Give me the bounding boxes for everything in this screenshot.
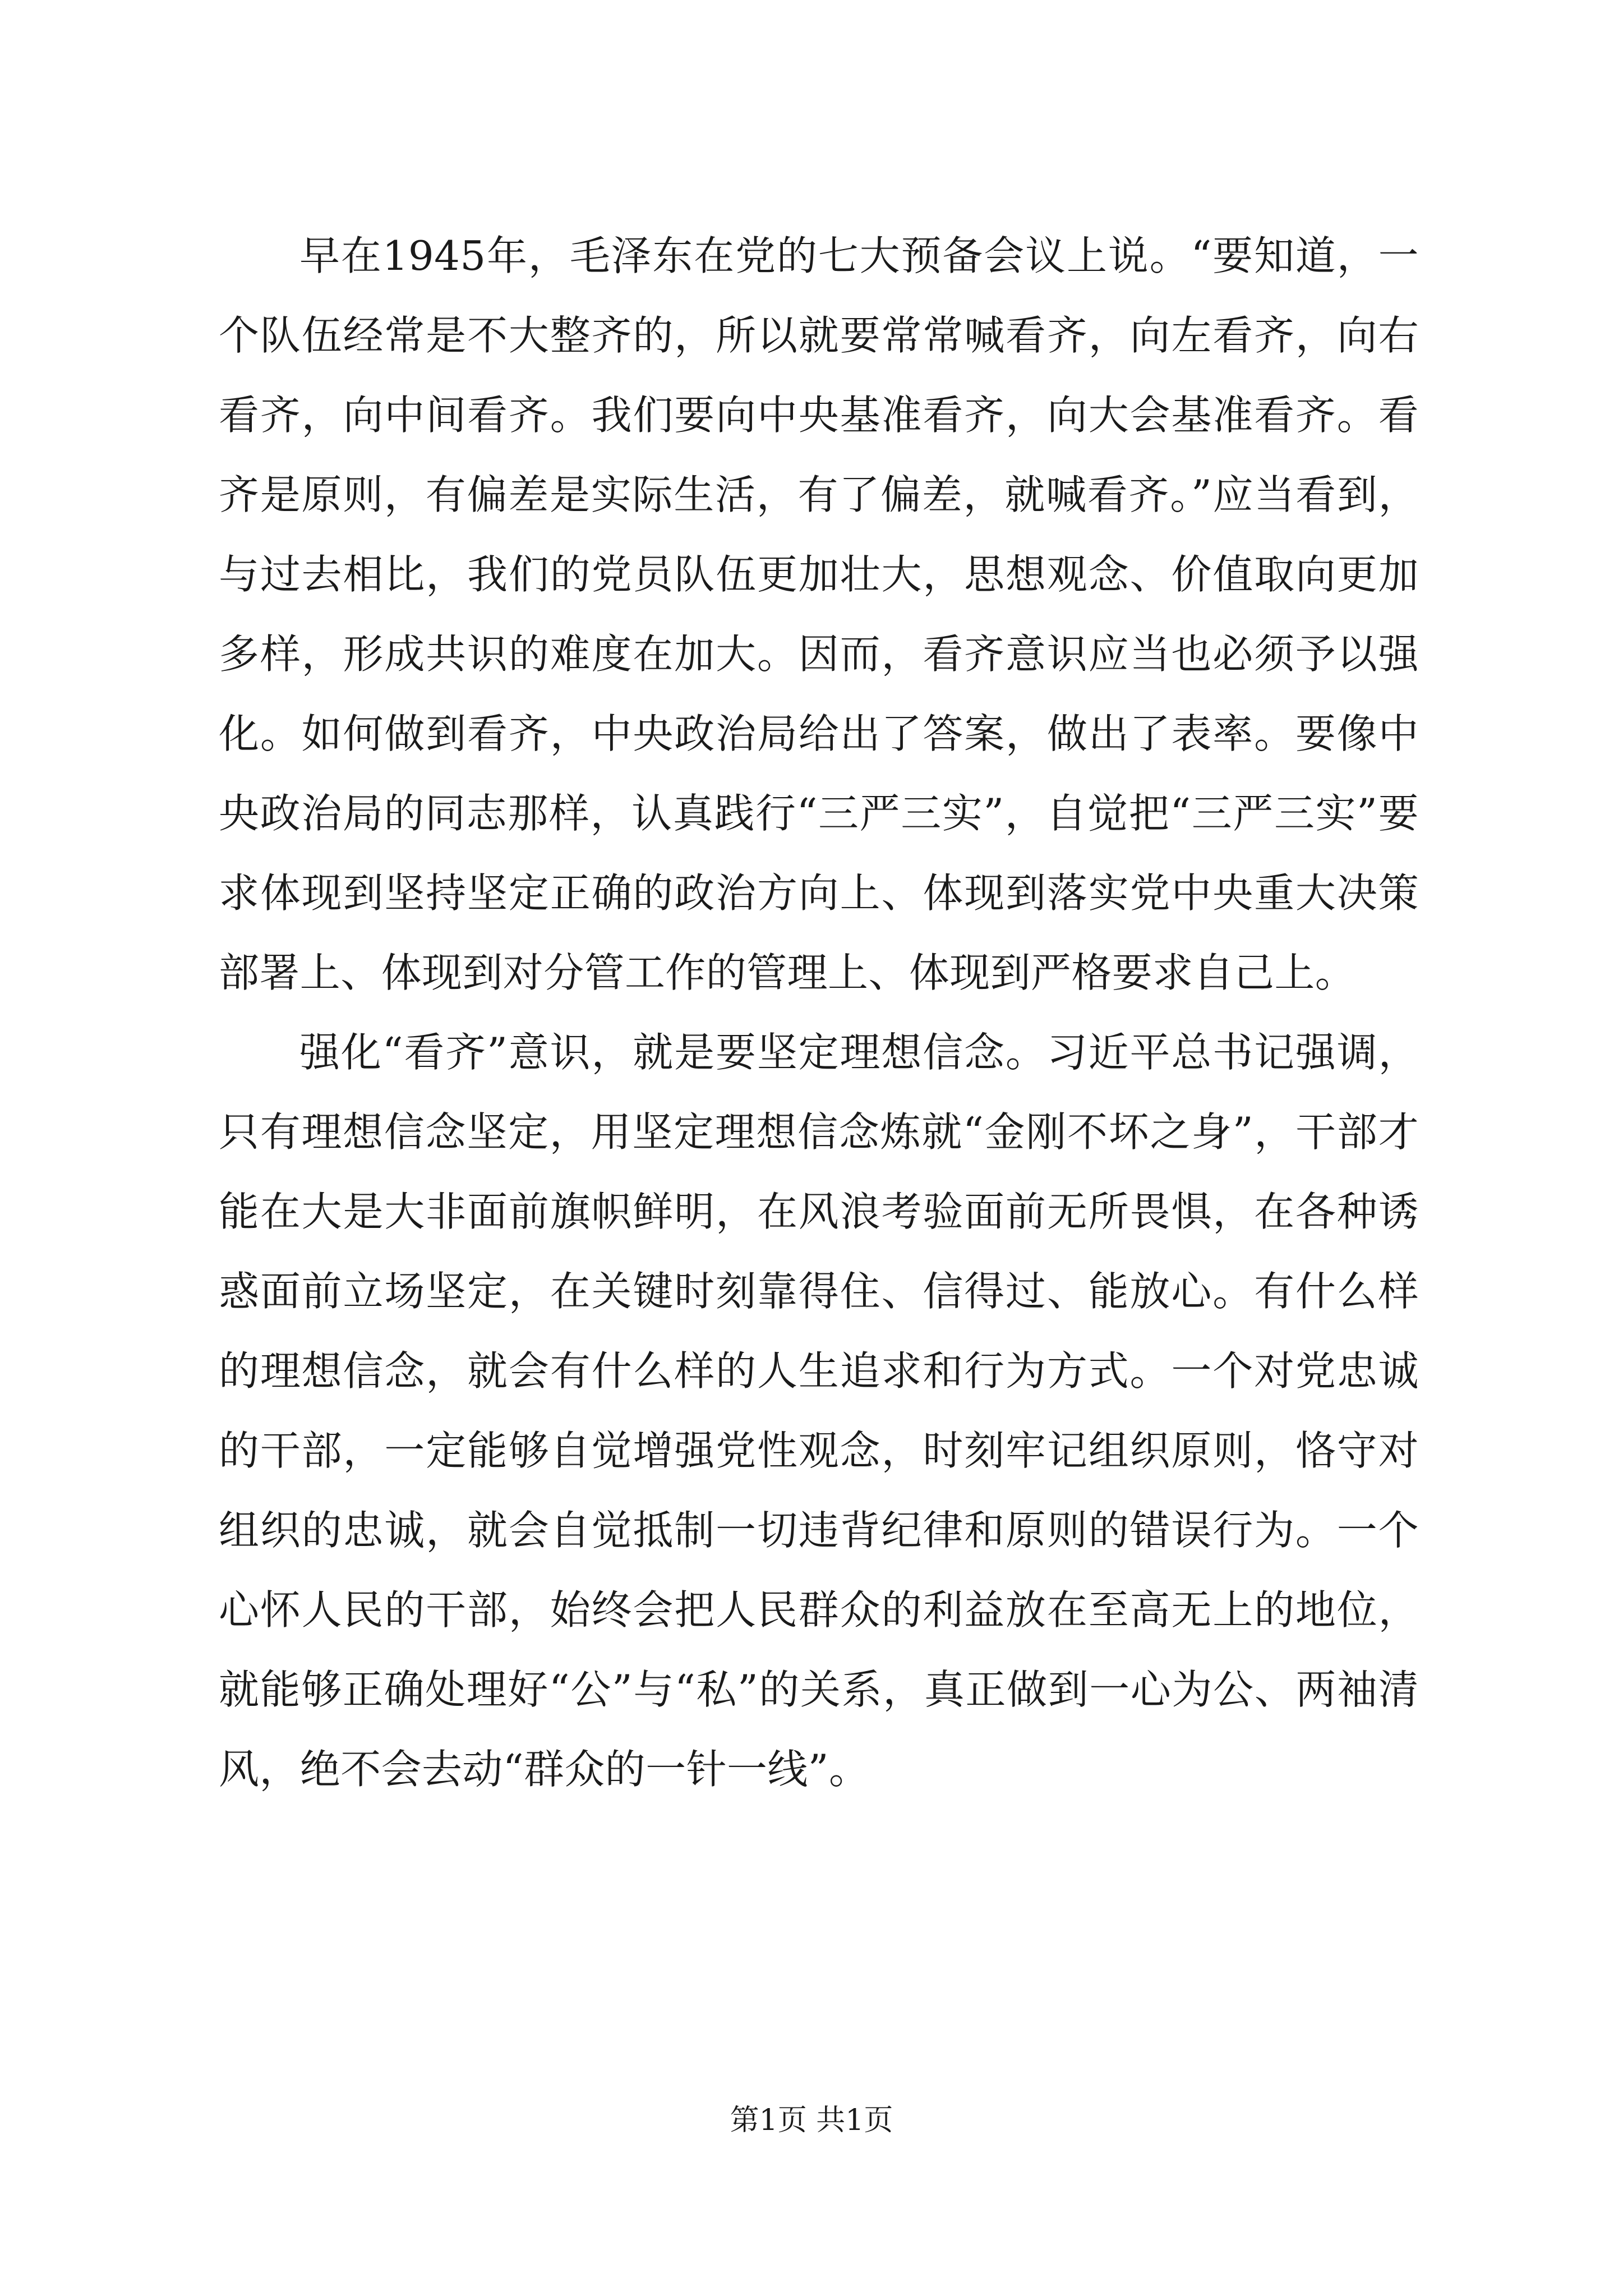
page-number-footer: 第1页 共1页 xyxy=(730,2104,893,2137)
paragraph-2: 强化“看齐”意识，就是要坚定理想信念。习近平总书记强调，只有理想信念坚定，用坚定理想信念炼就“金刚不坏之身”，干部才能在大是大非面前旗帜鲜明，在风浪考验面前无所畏惧，在各种诱惑面前立场坚定，在关键时刻靠得住、信得过、能放心。有什么样的理想信念，就会有什么样的人生追求和行为方式。一个对党忠诚的干部，一定能够自觉增强党性观念，时刻牢记组织原则，恪守对组织的忠诚，就会自觉抵制一切违背纪律和原则的错误行为。一个心怀人民的干部，始终会把人民群众的利益放在至高无上的地位，就能够正确处理好“公”与“私”的关系，真正做到一心为公、两袖清风，绝不会去动“群众的一针一线”。 xyxy=(219,1029,1419,1793)
paragraph-1: 早在1945年，毛泽东在党的七大预备会议上说。“要知道，一个队伍经常是不大整齐的，所以就要常常喊看齐，向左看齐，向右看齐，向中间看齐。我们要向中央基准看齐，向大会基准看齐。看齐是原则，有偏差是实际生活，有了偏差，就喊看齐。”应当看到，与过去相比，我们的党员队伍更加壮大，思想观念、价值取向更加多样，形成共识的难度在加大。因而，看齐意识应当也必须予以强化。如何做到看齐，中央政治局给出了答案，做出了表率。要像中央政治局的同志那样，认真践行“三严三实”，自觉把“三严三实”要求体现到坚持坚定正确的政治方向上、体现到落实党中央重大决策部署上、体现到对分管工作的管理上、体现到严格要求自己上。 xyxy=(219,232,1419,996)
document-body xyxy=(219,216,1419,1809)
